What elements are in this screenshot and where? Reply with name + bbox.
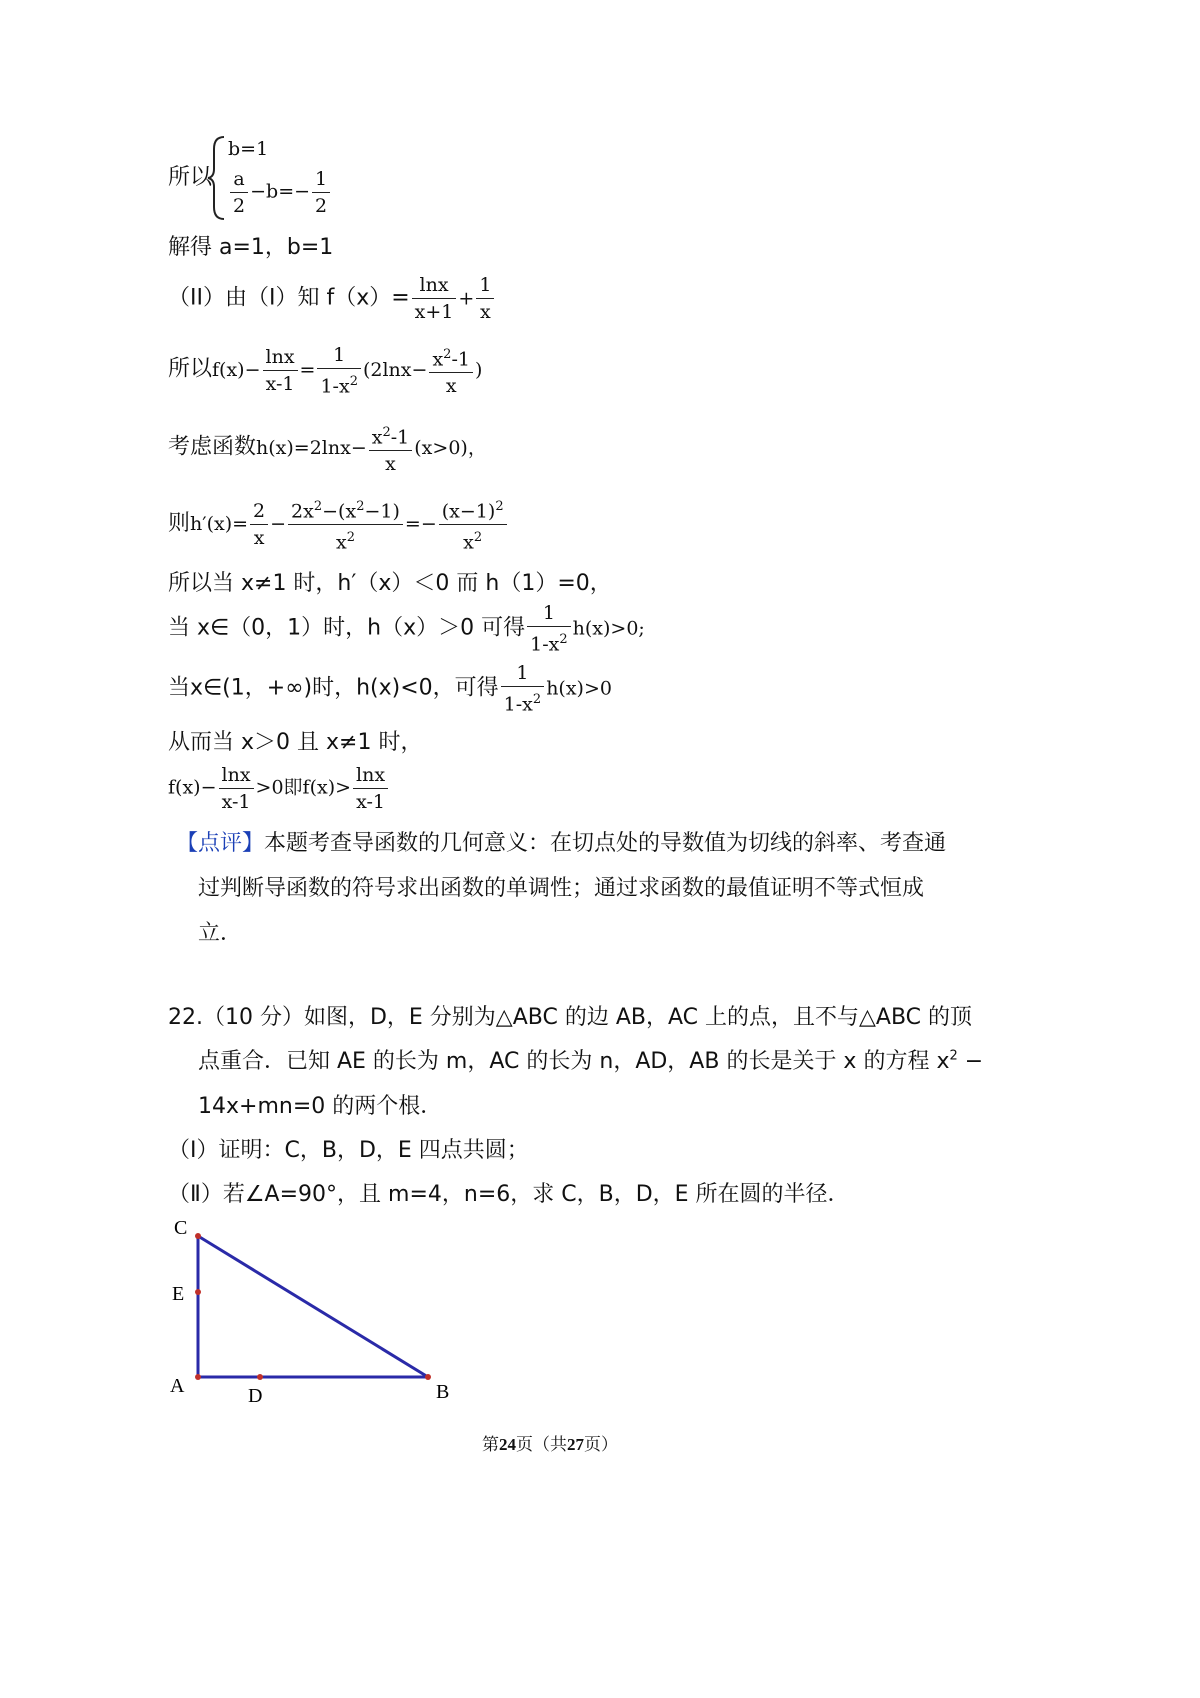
segment-cb bbox=[198, 1236, 428, 1377]
label-c: C bbox=[174, 1217, 188, 1239]
solution-line: 解得 a=1，b=1 bbox=[168, 235, 334, 260]
page-footer: 第24页（共27页） bbox=[482, 1435, 618, 1454]
q22-line-1: 22.（10 分）如图，D，E 分别为△ABC 的边 AB，AC 上的点，且不与△ABC 的顶 bbox=[168, 1005, 973, 1030]
q22-part-i: （Ⅰ）证明：C，B，D，E 四点共圆； bbox=[168, 1138, 529, 1163]
left-brace-icon bbox=[206, 135, 228, 221]
point-a bbox=[195, 1374, 201, 1380]
point-b bbox=[425, 1374, 431, 1380]
label-d: D bbox=[248, 1385, 263, 1407]
q22-part-ii: （Ⅱ）若∠A=90°，且 m=4，n=6，求 C，B，D，E 所在圆的半径． bbox=[168, 1182, 850, 1207]
triangle-figure bbox=[160, 1210, 480, 1410]
thus-line: 从而当 x＞0 且 x≠1 时， bbox=[168, 730, 423, 755]
derivative-line: 则h′(x)= $\frac{2}{x}$ − $\frac{2x^2-(x^2-1)}{x^2}$ =− $\frac{(x-1)^2}{x^2}$ bbox=[168, 494, 509, 556]
comment-line-2: 过判断导函数的符号求出函数的单调性；通过求函数的最值证明不等式恒成 bbox=[198, 876, 925, 901]
label-a: A bbox=[170, 1375, 185, 1397]
when-line-1: 所以当 x≠1 时，h′（x）＜0 而 h（1）=0， bbox=[168, 571, 612, 596]
point-c bbox=[195, 1233, 201, 1239]
system-eq-1: b=1 bbox=[228, 138, 269, 160]
q22-line-3: 14x+mn=0 的两个根． bbox=[198, 1094, 443, 1119]
point-d bbox=[257, 1374, 263, 1380]
label-b: B bbox=[436, 1381, 450, 1403]
system-eq-2: $\frac{a}{2}$ −b=− $\frac{1}{2}$ bbox=[228, 166, 332, 219]
when-line-3: 当x∈(1，+∞)时，h(x)<0，可得 $\frac{1}{1-x^2}$ h(x)>0 bbox=[168, 662, 612, 716]
part2-line: （II）由（I）知 f（x）= $\frac{\ln x}{x+1}$ + $\frac{1}{x}$ bbox=[168, 272, 496, 325]
comment-line-1: 【点评】本题考查导函数的几何意义：在切点处的导数值为切线的斜率、考查通 bbox=[176, 831, 947, 856]
when-line-2: 当 x∈（0，1）时，h（x）＞0 可得 $\frac{1}{1-x^2}$ h(x)>0; bbox=[168, 602, 645, 656]
so-label-1: 所以 bbox=[168, 165, 213, 190]
diff-line: 所以f(x)− $\frac{\ln x}{x-1}$ = $\frac{1}{1-x^2}$ (2lnx− $\frac{x^2-1}{x}$ ) bbox=[168, 344, 483, 398]
comment-line-3: 立． bbox=[198, 921, 243, 946]
consider-line: 考虑函数h(x)=2lnx− $\frac{x^2-1}{x}$ (x>0)， bbox=[168, 420, 487, 477]
point-e bbox=[195, 1289, 201, 1295]
comment-tag: 【点评】 bbox=[176, 831, 265, 856]
label-e: E bbox=[172, 1283, 185, 1305]
final-inequality: f(x)− $\frac{\ln x}{x-1}$ >0即f(x)> $\frac{\ln x}{x-1}$ bbox=[168, 762, 390, 815]
q22-line-2: 点重合．已知 AE 的长为 m，AC 的长为 n，AD，AB 的长是关于 x 的方程 $x^2$ − bbox=[198, 1048, 984, 1074]
